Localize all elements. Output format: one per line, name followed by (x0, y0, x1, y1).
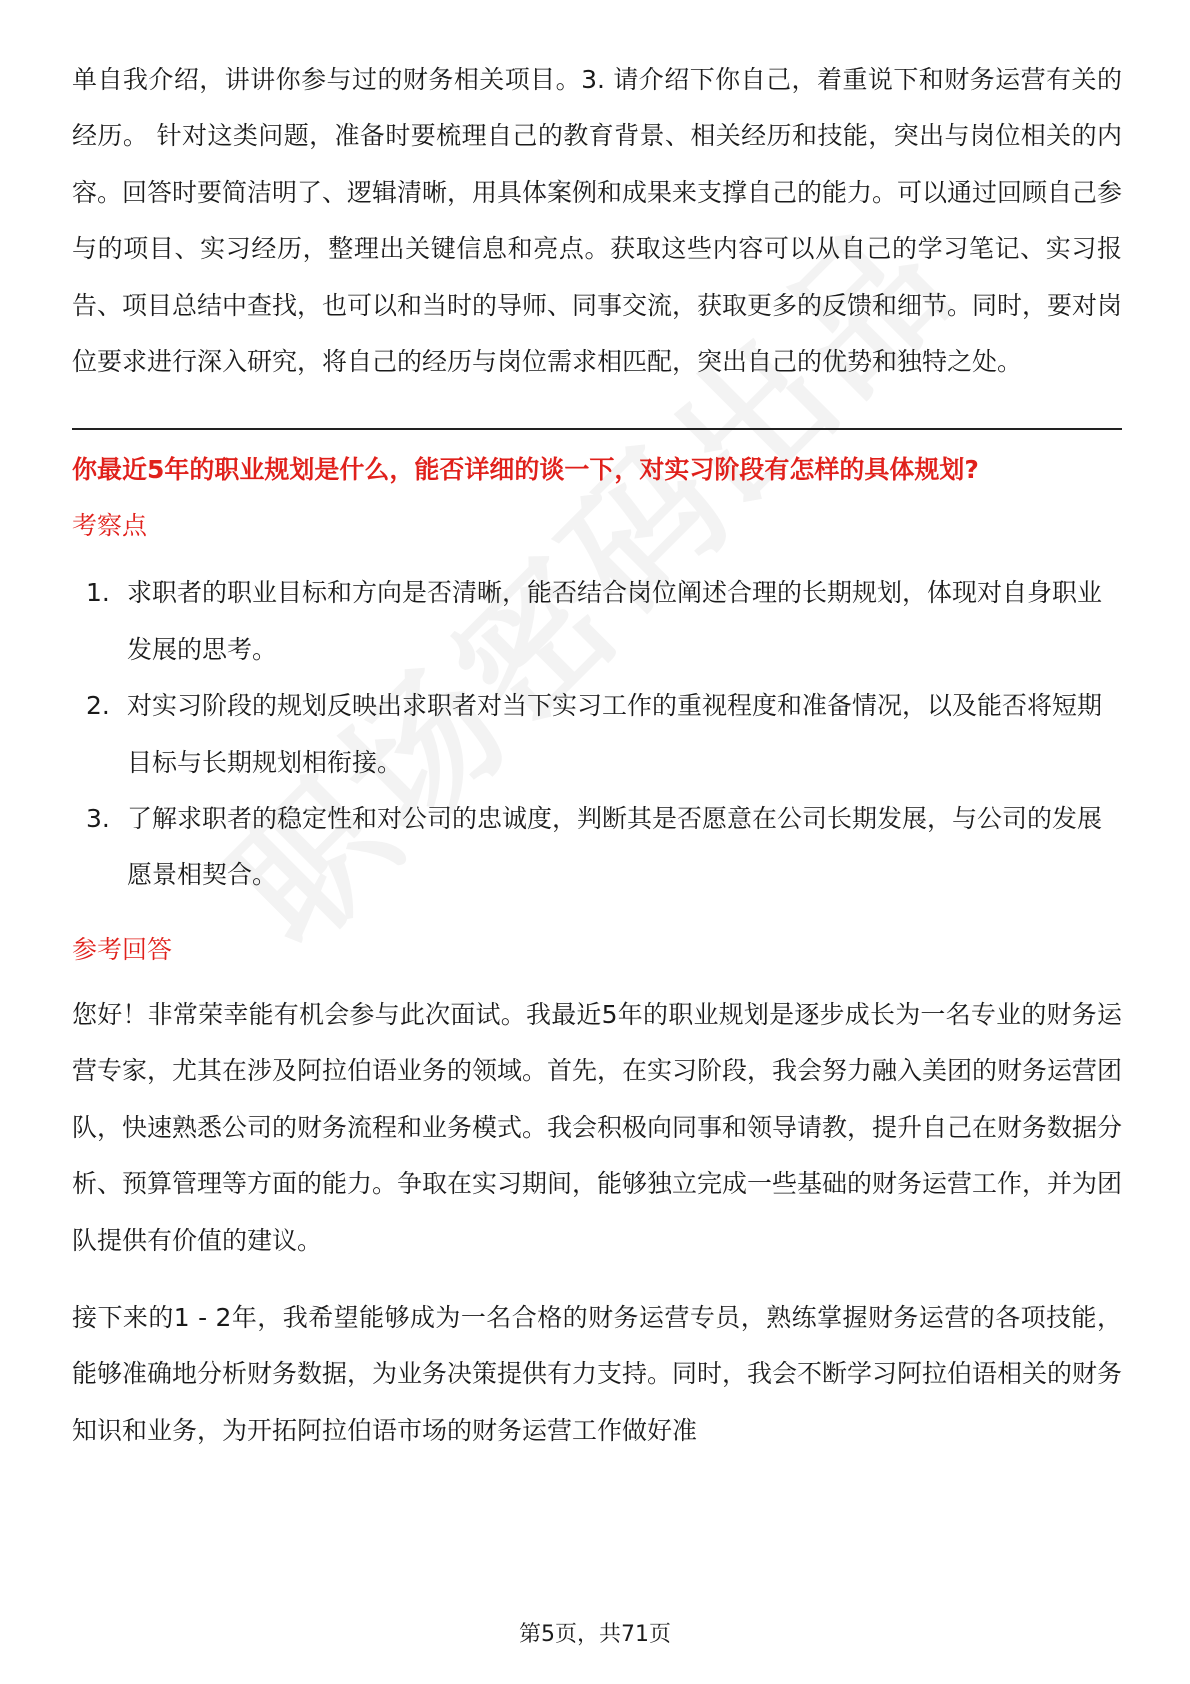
list-item-text: 了解求职者的稳定性和对公司的忠诚度，判断其是否愿意在公司长期发展，与公司的发展愿景相契合。 (127, 804, 1103, 890)
list-item (72, 565, 1122, 678)
question-title: 你最近5年的职业规划是什么，能否详细的谈一下，对实习阶段有怎样的具体规划? (72, 455, 979, 485)
assessment-points-list (72, 565, 1122, 903)
list-item-text: 对实习阶段的规划反映出求职者对当下实习工作的重视程度和准备情况，以及能否将短期目标与长期规划相衔接。 (127, 691, 1103, 777)
list-item (72, 678, 1122, 791)
list-item-number: 2. (86, 691, 110, 721)
assessment-heading: 考察点 (72, 511, 148, 541)
page-number-footer: 第5页，共71页 (519, 1622, 671, 1647)
page-content (72, 52, 1122, 1459)
answer-paragraph: 您好！非常荣幸能有机会参与此次面试。我最近5年的职业规划是逐步成长为一名专业的财务运营专家，尤其在涉及阿拉伯语业务的领域。首先，在实习阶段，我会努力融入美团的财务运营团队，快速熟悉公司的财务流程和业务模式。我会积极向同事和领导请教，提升自己在财务数据分析、预算管理等方面的能力。争取在实习期间，能够独立完成一些基础的财务运营工作，并为团队提供有价值的建议。 (72, 999, 1123, 1255)
answer-heading: 参考回答 (72, 934, 173, 964)
list-item-number: 3. (86, 804, 110, 834)
intro-paragraph: 单自我介绍，讲讲你参与过的财务相关项目。3. 请介绍下你自己，着重说下和财务运营有关的经历。 针对这类问题，准备时要梳理自己的教育背景、相关经历和技能，突出与岗位相关的内容。回答时要简洁明了、逻辑清晰，用具体案例和成果来支撑自己的能力。可以通过回顾自己参与的项目、实习经历，整理出关键信息和亮点。获取这些内容可以从自己的学习笔记、实习报告、项目总结中查找，也可以和当时的导师、同事交流，获取更多的反馈和细节。同时，要对岗位要求进行深入研究，将自己的经历与岗位需求相匹配，突出自己的优势和独特之处。 (72, 65, 1123, 377)
list-item (72, 791, 1122, 904)
section-divider (72, 428, 1122, 430)
list-item-number: 1. (86, 578, 110, 608)
answer-paragraph: 接下来的1 - 2年，我希望能够成为一名合格的财务运营专员，熟练掌握财务运营的各项技能，能够准确地分析财务数据，为业务决策提供有力支持。同时，我会不断学习阿拉伯语相关的财务知识和业务，为开拓阿拉伯语市场的财务运营工作做好准 (72, 1302, 1123, 1445)
list-item-text: 求职者的职业目标和方向是否清晰，能否结合岗位阐述合理的长期规划，体现对自身职业发展的思考。 (127, 578, 1103, 664)
